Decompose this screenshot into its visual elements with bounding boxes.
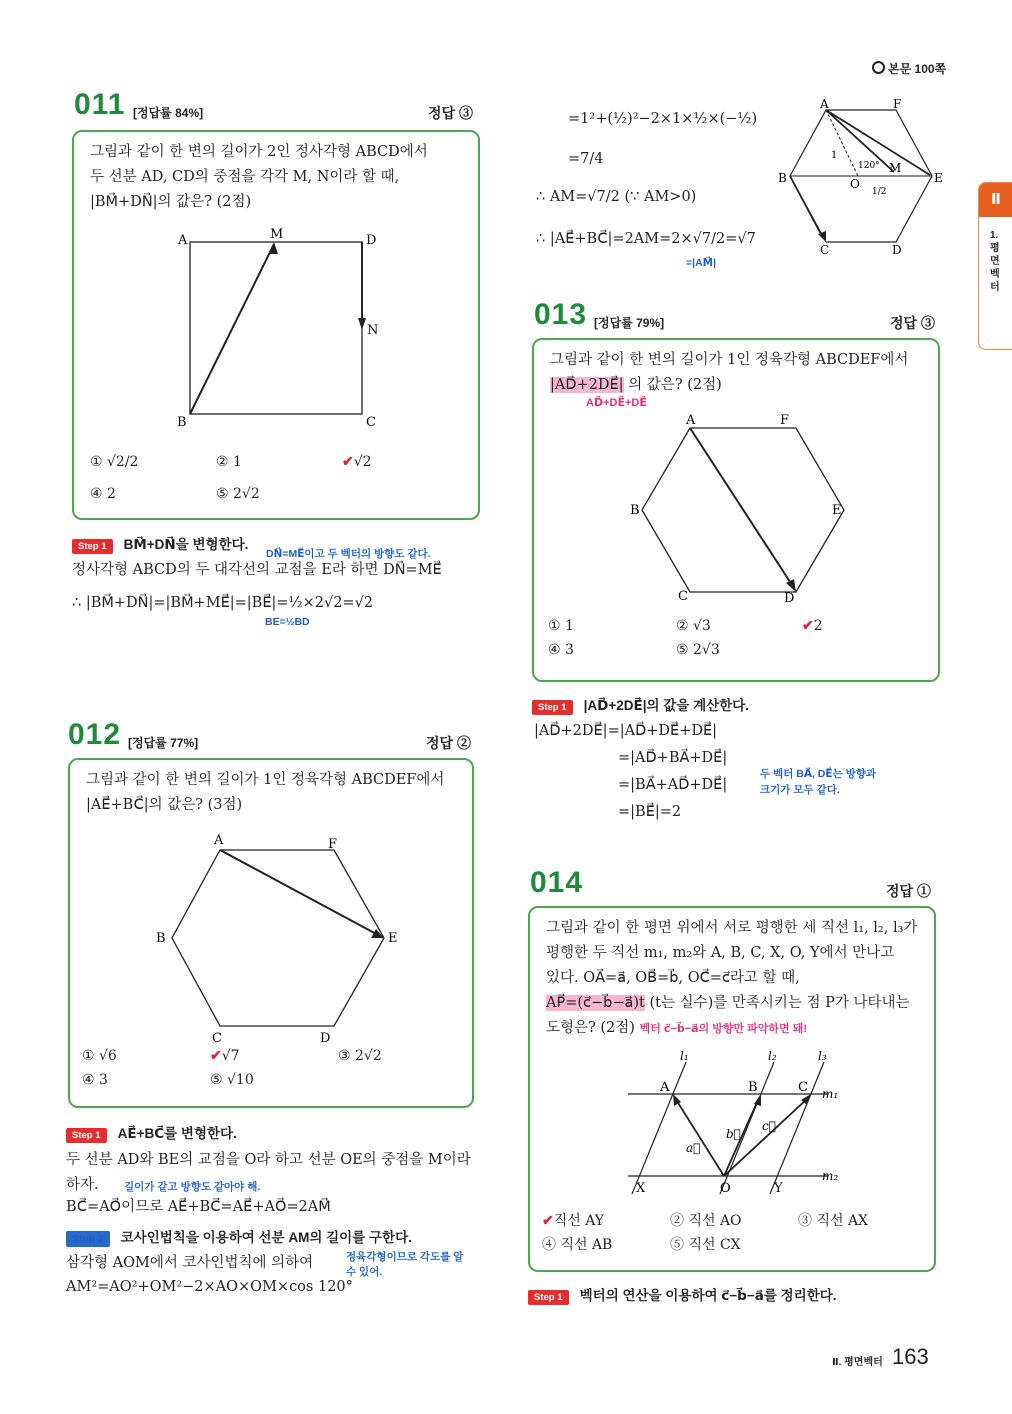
q012-cont-l1: =1²+(½)²−2×1×½×(−½) [568,111,758,127]
q011-choice-3[interactable]: ✔√2 [342,454,372,470]
label-d: D [784,591,795,606]
label-x: X [636,1181,646,1196]
q012-sol-line1: 두 선분 AD와 BE의 교점을 O라 하고 선분 OE의 중점을 M이라 [66,1152,471,1168]
label-b: B [156,931,166,946]
q014-text: 그림과 같이 한 평면 위에서 서로 평행한 세 직선 l₁, l₂, l₃가 평행한 두 직선 m₁, m₂와 A, B, C, X, O, Y에서 만나고 있다. OA⃗=a⃗, OB⃗=b⃗, OC⃗=c⃗라고 할 때, AP⃗=(c⃗−b⃗−a⃗)t (t는 실수)를 만족시키는 점 P가 나타내는 도형은? (2점) 벡터 c⃗−b⃗−a⃗의 방향만 파악하면 돼! [546,920,918,1036]
q013-sol-l3: =|BA⃗+AD⃗+DE⃗| [618,777,728,793]
q013-sol-l2: =|AD⃗+BA⃗+DE⃗| [618,750,728,766]
q013-sol-l4: =|BE⃗|=2 [618,804,682,820]
label-a: A [214,833,224,848]
vector-ad [690,428,794,588]
q013-highlight: |AD⃗+2DE⃗| [550,377,624,393]
q013-sol-l1: |AD⃗+2DE⃗|=|AD⃗+DE⃗+DE⃗| [534,723,717,739]
q013-step1-header: Step 1 |AD⃗+2DE⃗|의 값을 계산한다. [532,694,749,714]
vector-ae [220,850,380,936]
side-tab-label: 1. 평면벡터 [990,230,1000,293]
q014-highlight: AP⃗=(c⃗−b⃗−a⃗)t [546,995,645,1011]
circle-icon [872,61,885,74]
hexagon-abcdef [172,850,384,1026]
q012-cont-l3: ∴ AM=√7/2 (∵ AM>0) [536,189,697,205]
label-half: 1/2 [872,187,887,197]
q012-note2: 정육각형이므로 각도를 알 수 있어. [346,1251,464,1278]
q013-answer: 정답 ③ [890,315,935,331]
label-c: C [366,415,376,430]
q013-rate: [정답률 79%] [594,316,665,330]
q012-number: 012 [68,718,122,751]
label-f: F [328,837,338,852]
label-m: M [889,161,902,175]
q014-note: 벡터 c⃗−b⃗−a⃗의 방향만 파악하면 돼! [639,1023,808,1035]
q012-sol-line4: 삼각형 AOM에서 코사인법칙에 의하여 [66,1255,314,1271]
q012-sol-line3: BC⃗=AO⃗이므로 AE⃗+BC⃗=AE⃗+AO⃗=2AM⃗ [66,1199,331,1215]
q013-choice-2[interactable]: ② √3 [676,618,711,634]
label-c: C [678,589,688,604]
label-vec-a: a⃗ [686,1141,701,1155]
q012-cont-l4: ∴ |AE⃗+BC⃗|=2AM=2×√7/2=√7 [536,231,756,247]
q013-number: 013 [534,298,588,331]
q011-box [72,130,480,520]
q012-cont-l2: =7/4 [568,151,604,167]
check-icon: ✔ [802,618,814,634]
q012-choice-1[interactable]: ① √6 [82,1048,117,1064]
q011-sol-line1: 정사각형 ABCD의 두 대각선의 교점을 E라 하면 DN⃗=ME⃗ [72,562,442,578]
label-a: A [820,97,829,111]
q011-choice-2[interactable]: ② 1 [216,454,242,470]
label-angle: 120° [858,161,880,171]
q014-choice-1[interactable]: ✔직선 AY [542,1213,605,1229]
q013-choice-1[interactable]: ① 1 [548,618,574,634]
label-vec-c: c⃗ [762,1119,776,1133]
label-e: E [934,171,943,185]
side-tab [978,182,1012,350]
q013-choice-4[interactable]: ④ 3 [548,642,574,658]
q014-choice-5[interactable]: ⑤ 직선 CX [670,1237,741,1253]
q014-choice-4[interactable]: ④ 직선 AB [542,1237,613,1253]
q012-note1: 길이가 같고 방향도 같아야 해. [124,1181,261,1193]
q012-choice-3[interactable]: ③ 2√2 [338,1048,382,1064]
q011-note2: BE=½BD [265,616,310,628]
q013-text: 그림과 같이 한 변의 길이가 1인 정육각형 ABCDEF에서 |AD⃗+2DE⃗| 의 값은? (2점) [550,352,909,393]
label-e: E [832,503,842,518]
label-one: 1 [831,150,838,161]
label-f: F [780,413,790,428]
q011-choice-4[interactable]: ④ 2 [90,486,116,502]
label-m: M [270,227,284,242]
arrowhead-b [754,1094,761,1106]
q012-step2-header: Step 2 코사인법칙을 이용하여 선분 AM의 길이를 구한다. [66,1226,412,1246]
label-l2: l₂ [768,1049,777,1063]
q014-choice-2[interactable]: ② 직선 AO [670,1213,742,1229]
label-o: O [720,1181,731,1196]
q011-choice-5[interactable]: ⑤ 2√2 [216,486,260,502]
label-c: C [820,243,830,256]
q012-sol-line5: AM²=AO²+OM²−2×AO×OM×cos 120° [66,1279,353,1295]
label-y: Y [774,1181,783,1196]
q012-hexagon-figure [152,830,402,1050]
q014-choice-3[interactable]: ③ 직선 AX [798,1213,869,1229]
q013-note2: 크기가 모두 같다. [760,784,840,796]
q011-step1-header: Step 1 BM⃗+DN⃗을 변형한다. [72,533,248,553]
label-b: B [778,171,787,185]
q013-box [532,338,940,682]
footer-chapter: Ⅱ. 평면벡터 [832,1357,883,1368]
q011-rate: [정답률 84%] [133,106,204,120]
check-icon: ✔ [542,1213,554,1229]
label-vec-b: b⃗ [726,1127,741,1141]
label-f: F [893,97,902,111]
label-d: D [320,1031,331,1046]
q012-step1-header: Step 1 AE⃗+BC⃗를 변형한다. [66,1122,237,1142]
q013-note: AD⃗+DE⃗+DE⃗ [586,397,647,409]
square-abcd [190,242,362,414]
label-e: E [388,931,398,946]
q013-choice-5[interactable]: ⑤ 2√3 [676,642,720,658]
q014-step1-header: Step 1 벡터의 연산을 이용하여 c⃗−b⃗−a⃗를 정리한다. [528,1284,837,1304]
line-l1 [632,1062,686,1194]
label-c: C [798,1080,808,1095]
check-icon: ✔ [210,1048,222,1064]
q011-text: 그림과 같이 한 변의 길이가 2인 정사각형 ABCD에서 두 선분 AD, CD의 중점을 각각 M, N이라 할 때, |BM⃗+DN⃗|의 값은? (2점) [90,144,428,210]
q012-choice-5[interactable]: ⑤ √10 [210,1072,254,1088]
label-a: A [686,413,696,428]
label-m2: m₂ [822,1169,839,1183]
q011-answer: 정답 ③ [428,105,473,121]
q012-sol-line2: 하자. [66,1177,99,1193]
q013-hexagon-figure [620,410,870,610]
label-c: C [212,1031,222,1046]
side-tab-roman: Ⅱ [979,183,1012,217]
vector-bm [190,244,274,414]
label-n: N [367,323,379,338]
q012-text: 그림과 같이 한 변의 길이가 1인 정육각형 ABCDEF에서 |AE⃗+BC⃗|의 값은? (3점) [86,772,445,813]
label-b: B [177,415,187,430]
q013-choice-3[interactable]: ✔2 [802,618,823,634]
label-l3: l₃ [818,1049,827,1063]
label-d: D [366,233,377,248]
q011-square-figure [170,226,380,436]
q012-solution-figure [776,96,946,256]
label-b: B [748,1080,758,1095]
q012-box [68,758,474,1108]
label-b: B [630,503,640,518]
vector-bc [790,176,823,238]
q012-choice-4[interactable]: ④ 3 [82,1072,108,1088]
q011-sol-line2: ∴ |BM⃗+DN⃗|=|BM⃗+ME⃗|=|BE⃗|=½×2√2=√2 [72,595,374,611]
q012-cont-note: =|AM⃗| [686,257,717,269]
q011-choice-1[interactable]: ① √2/2 [90,454,139,470]
line-l3 [770,1062,824,1194]
label-m1: m₁ [822,1087,839,1101]
q012-rate: [정답률 77%] [128,736,199,750]
arrowhead-dn [358,318,366,330]
label-d: D [892,243,902,256]
page-reference: 본문 100쪽 [872,60,946,77]
page-number: 163 [892,1344,929,1369]
q014-parallel-lines-figure [614,1048,874,1198]
label-l1: l₁ [680,1049,689,1063]
label-a: A [178,233,188,248]
label-o: O [850,177,860,191]
q014-answer: 정답 ① [886,883,931,899]
q012-answer: 정답 ② [426,735,471,751]
q011-note: DN⃗=ME⃗이고 두 벡터의 방향도 같다. [266,548,431,560]
q013-note1: 두 벡터 BA⃗, DE⃗는 방향과 [760,768,877,780]
q012-choice-2[interactable]: ✔√7 [210,1048,240,1064]
q014-number: 014 [530,866,584,899]
check-icon: ✔ [342,454,354,470]
vector-oa [675,1098,724,1176]
q011-number: 011 [74,88,126,121]
label-a: A [660,1080,670,1095]
q014-box [528,906,936,1272]
